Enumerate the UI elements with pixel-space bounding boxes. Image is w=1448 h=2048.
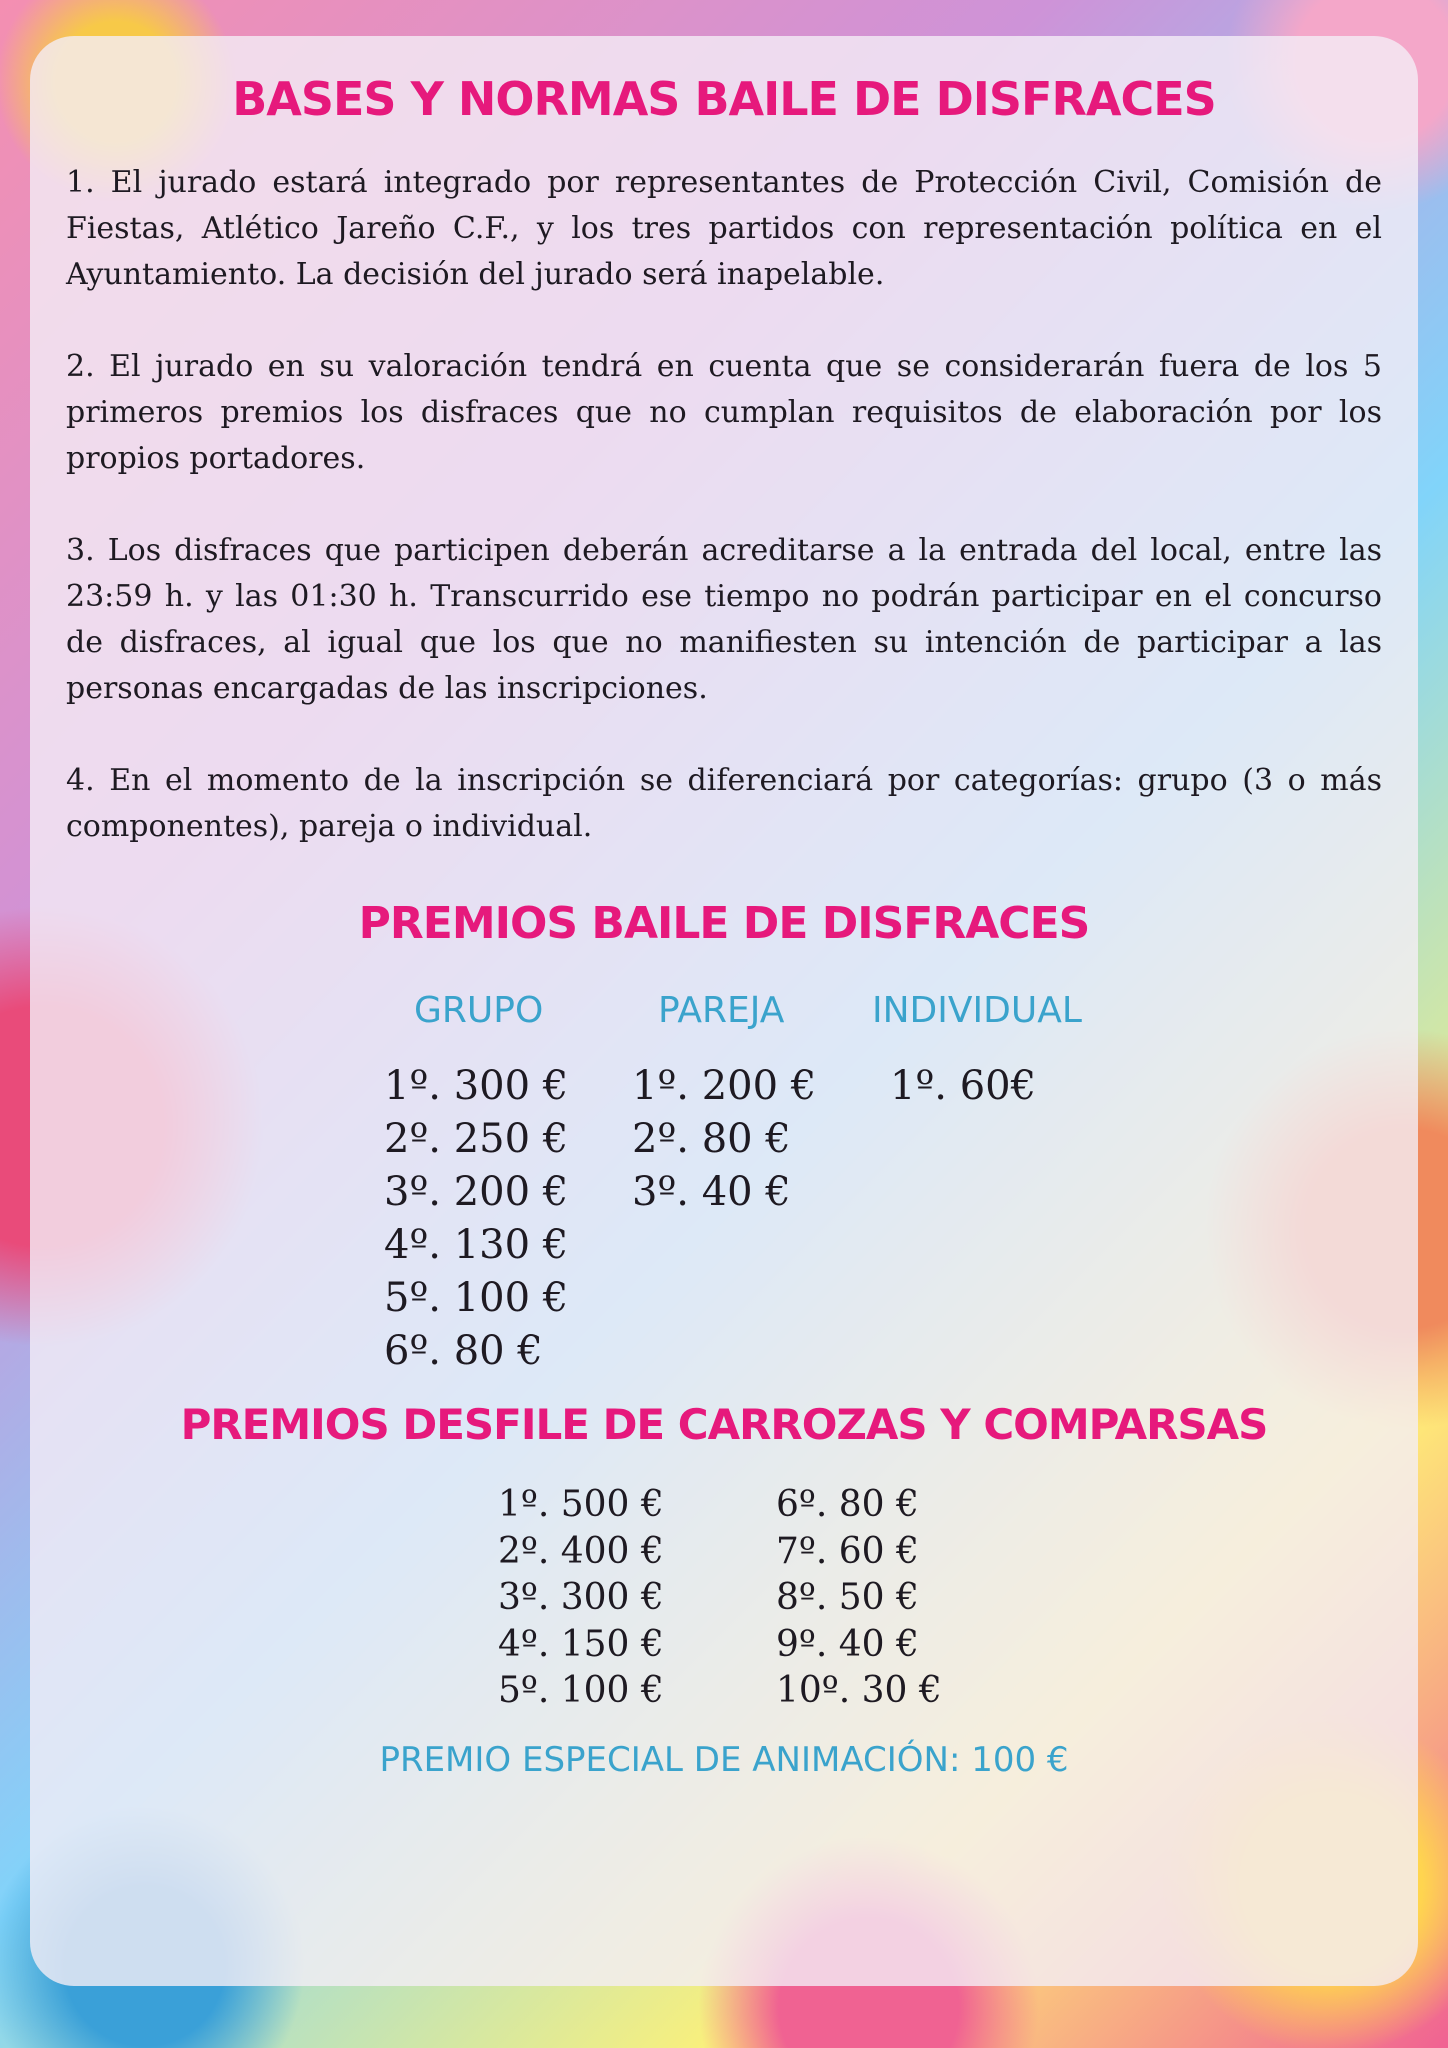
individual-prize-list — [890, 1060, 1036, 1113]
pareja-prize-list — [632, 1060, 816, 1219]
prize-item: 3º. 200 € — [384, 1169, 569, 1215]
rule-3: 3. Los disfraces que participen deberán acreditarse a la entrada del local, entre las 23:59 h. y las 01:30 h. Transcurrido ese tiempo no podrán participar en el concurso de disfraces, al igual que los que no manifiesten su intención de participar a las personas encargadas de las inscripciones. — [66, 533, 1382, 706]
prize-item: 2º. 400 € — [498, 1530, 664, 1572]
prize-item: 1º. 500 € — [498, 1484, 664, 1525]
prize-item: 2º. 80 € — [632, 1116, 791, 1162]
prize-item: 7º. 60 € — [776, 1530, 919, 1572]
page-title: BASES Y NORMAS BAILE DE DISFRACES — [232, 72, 1216, 126]
prize-item: 3º. 300 € — [498, 1577, 664, 1618]
prize-item: 5º. 100 € — [498, 1670, 664, 1711]
rule-1: 1. El jurado estará integrado por representantes de Protección Civil, Comisión de Fiestas, Atlético Jareño C.F., y los tres partidos con representación política en el Ayuntamiento. La decisión del jurado será inapelable. — [66, 165, 1382, 292]
prize-item: 10º. 30 € — [776, 1670, 942, 1711]
rule-4: 4. En el momento de la inscripción se diferenciará por categorías: grupo (3 o más componentes), pareja o individual. — [66, 763, 1382, 844]
premios-baile-title: PREMIOS BAILE DE DISFRACES — [358, 898, 1090, 949]
prize-item: 1º. 200 € — [632, 1063, 817, 1109]
prize-item: 2º. 250 € — [384, 1116, 569, 1162]
prize-item: 4º. 150 € — [498, 1623, 664, 1665]
prize-item: 8º. 50 € — [776, 1577, 919, 1618]
special-prize: PREMIO ESPECIAL DE ANIMACIÓN: 100 € — [379, 1740, 1069, 1780]
prize-item: 4º. 130 € — [384, 1222, 569, 1268]
grupo-header: GRUPO — [414, 990, 544, 1031]
prize-item: 5º. 100 € — [384, 1275, 569, 1321]
rules-section — [66, 160, 1382, 896]
prize-item: 6º. 80 € — [776, 1484, 919, 1525]
prize-item: 6º. 80 € — [384, 1328, 543, 1374]
desfile-prize-list-left — [498, 1482, 664, 1715]
individual-header: INDIVIDUAL — [872, 990, 1082, 1031]
premios-desfile-title: PREMIOS DESFILE DE CARROZAS Y COMPARSAS — [180, 1400, 1268, 1449]
desfile-prize-list-right — [776, 1482, 942, 1715]
prize-item: 1º. 60€ — [890, 1063, 1037, 1109]
prize-item: 9º. 40 € — [776, 1623, 919, 1665]
grupo-prize-list — [384, 1060, 568, 1378]
pareja-header: PAREJA — [658, 990, 785, 1031]
prize-item: 1º. 300 € — [384, 1063, 569, 1109]
prize-item: 3º. 40 € — [632, 1169, 791, 1215]
rule-2: 2. El jurado en su valoración tendrá en cuenta que se considerarán fuera de los 5 primeros premios los disfraces que no cumplan requisitos de elaboración por los propios portadores. — [66, 349, 1382, 476]
